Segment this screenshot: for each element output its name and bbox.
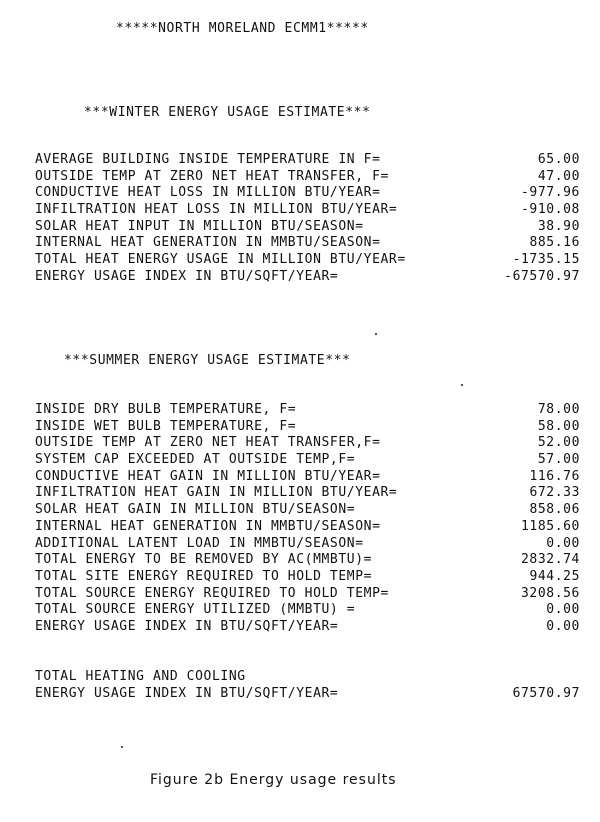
summer-section-heading: ***SUMMER ENERGY USAGE ESTIMATE***: [64, 353, 351, 368]
row-label: SYSTEM CAP EXCEEDED AT OUTSIDE TEMP,F=: [35, 452, 356, 468]
winter-row: [35, 152, 580, 169]
row-value: 116.76: [529, 468, 580, 484]
row-value: -977.96: [521, 185, 580, 201]
row-value: -1735.15: [512, 252, 580, 268]
summer-results-table: [35, 402, 580, 636]
winter-row: [35, 169, 580, 186]
winter-row: [35, 202, 580, 219]
summer-row: [35, 435, 580, 452]
winter-results-table: [35, 152, 580, 286]
row-label: CONDUCTIVE HEAT GAIN IN MILLION BTU/YEAR=: [35, 468, 381, 484]
summer-row: [35, 452, 580, 469]
row-value: 858.06: [529, 502, 580, 518]
summer-row: [35, 536, 580, 553]
summer-row: [35, 502, 580, 519]
row-value: 0.00: [546, 618, 580, 634]
row-value: 38.90: [537, 218, 580, 234]
row-label: ENERGY USAGE INDEX IN BTU/SQFT/YEAR=: [35, 685, 339, 701]
row-label: INFILTRATION HEAT LOSS IN MILLION BTU/YEAR=: [35, 202, 398, 218]
summer-row: [35, 602, 580, 619]
row-label: INTERNAL HEAT GENERATION IN MMBTU/SEASON=: [35, 518, 381, 534]
scan-speck: [461, 384, 463, 386]
row-value: 2832.74: [521, 552, 580, 568]
row-value: 1185.60: [521, 518, 580, 534]
summer-row: [35, 485, 580, 502]
row-value: 57.00: [537, 452, 580, 468]
row-label: TOTAL SOURCE ENERGY REQUIRED TO HOLD TEMP=: [35, 585, 389, 601]
row-value: -67570.97: [504, 268, 580, 284]
row-value: 672.33: [529, 485, 580, 501]
report-title: *****NORTH MORELAND ECMM1*****: [116, 21, 369, 36]
total-heating-cooling-section: [35, 669, 580, 702]
row-label: CONDUCTIVE HEAT LOSS IN MILLION BTU/YEAR=: [35, 185, 381, 201]
row-label: SOLAR HEAT INPUT IN MILLION BTU/SEASON=: [35, 218, 364, 234]
row-value: 885.16: [529, 235, 580, 251]
winter-row: [35, 185, 580, 202]
summer-row: [35, 519, 580, 536]
row-value: 47.00: [537, 168, 580, 184]
summer-row: [35, 586, 580, 603]
row-value: 78.00: [537, 402, 580, 417]
row-label: SOLAR HEAT GAIN IN MILLION BTU/SEASON=: [35, 502, 356, 518]
row-value: 67570.97: [512, 685, 580, 701]
winter-row: [35, 219, 580, 236]
row-label: ENERGY USAGE INDEX IN BTU/SQFT/YEAR=: [35, 268, 339, 284]
summer-row: [35, 402, 580, 419]
row-value: 65.00: [537, 152, 580, 167]
row-label: TOTAL SITE ENERGY REQUIRED TO HOLD TEMP=: [35, 568, 373, 584]
summer-row: [35, 469, 580, 486]
row-label: AVERAGE BUILDING INSIDE TEMPERATURE IN F=: [35, 152, 381, 167]
row-value: 3208.56: [521, 585, 580, 601]
row-label: INTERNAL HEAT GENERATION IN MMBTU/SEASON=: [35, 235, 381, 251]
row-value: 944.25: [529, 568, 580, 584]
row-label: OUTSIDE TEMP AT ZERO NET HEAT TRANSFER,F=: [35, 435, 381, 451]
row-value: -910.08: [521, 202, 580, 218]
summer-row: [35, 419, 580, 436]
row-label: TOTAL ENERGY TO BE REMOVED BY AC(MMBTU)=: [35, 552, 373, 568]
winter-row: [35, 235, 580, 252]
winter-section-heading: ***WINTER ENERGY USAGE ESTIMATE***: [84, 105, 371, 120]
row-value: 52.00: [537, 435, 580, 451]
row-label: INSIDE DRY BULB TEMPERATURE, F=: [35, 402, 297, 417]
winter-row: [35, 269, 580, 286]
summer-row: [35, 552, 580, 569]
totals-heading: TOTAL HEATING AND COOLING: [35, 669, 246, 684]
row-label: ENERGY USAGE INDEX IN BTU/SQFT/YEAR=: [35, 618, 339, 634]
totals-heading-row: [35, 669, 580, 686]
row-label: TOTAL SOURCE ENERGY UTILIZED (MMBTU) =: [35, 602, 356, 618]
row-label: INSIDE WET BULB TEMPERATURE, F=: [35, 418, 297, 434]
row-label: OUTSIDE TEMP AT ZERO NET HEAT TRANSFER, F=: [35, 168, 389, 184]
row-label: TOTAL HEAT ENERGY USAGE IN MILLION BTU/YEAR=: [35, 252, 406, 268]
scan-speck: [375, 333, 377, 335]
figure-caption: Figure 2b Energy usage results: [150, 772, 397, 788]
summer-row: [35, 569, 580, 586]
row-value: 0.00: [546, 535, 580, 551]
totals-row: [35, 686, 580, 703]
row-value: 58.00: [537, 418, 580, 434]
scan-speck: [121, 746, 123, 748]
row-value: 0.00: [546, 602, 580, 618]
row-label: ADDITIONAL LATENT LOAD IN MMBTU/SEASON=: [35, 535, 364, 551]
winter-row: [35, 252, 580, 269]
row-label: INFILTRATION HEAT GAIN IN MILLION BTU/YEAR=: [35, 485, 398, 501]
summer-row: [35, 619, 580, 636]
